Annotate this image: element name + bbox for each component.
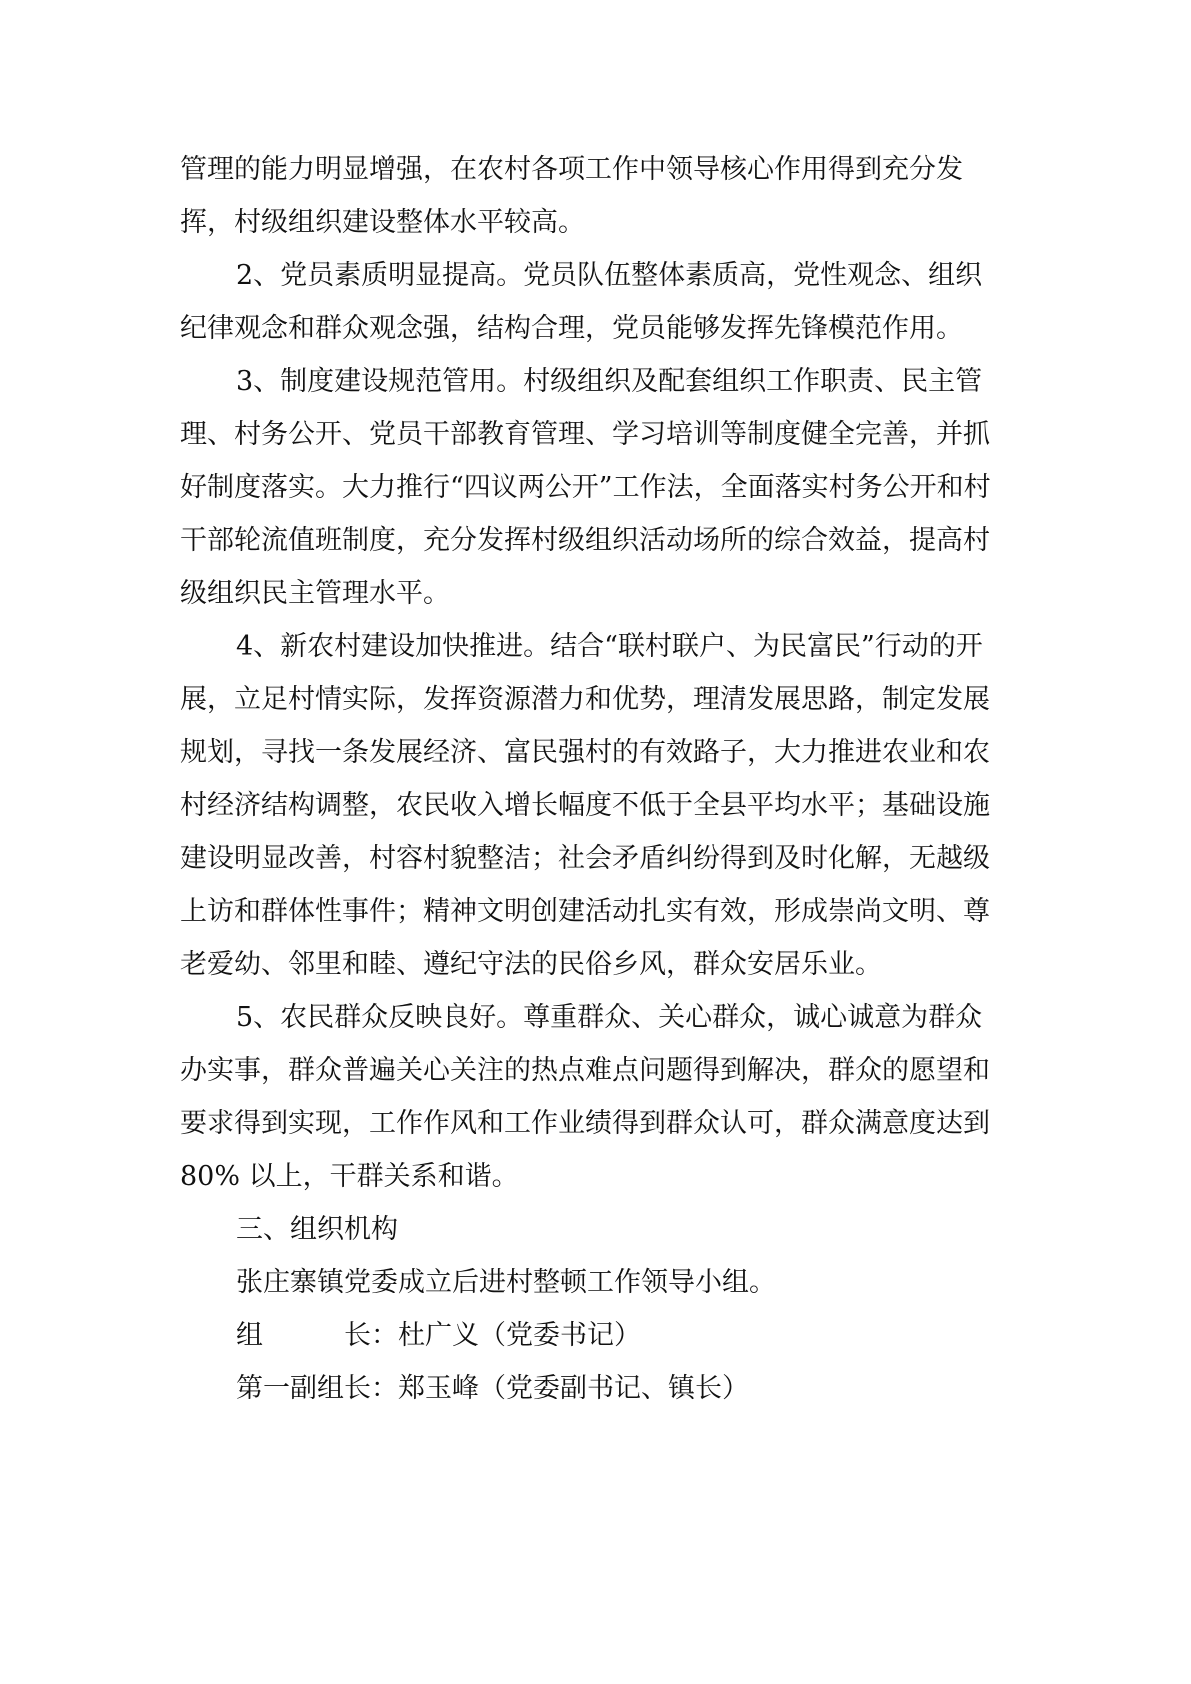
leader-line: 组 长：杜广义（党委书记） [236, 1320, 641, 1351]
section-heading: 三、组织机构 [236, 1214, 398, 1245]
text-line: 级组织民主管理水平。 [180, 578, 450, 609]
deputy-leader-line: 第一副组长：郑玉峰（党委副书记、镇长） [236, 1373, 749, 1404]
text-line: 3、制度建设规范管用。村级组织及配套组织工作职责、民主管 [236, 366, 983, 397]
text-line: 建设明显改善，村容村貌整洁；社会矛盾纠纷得到及时化解，无越级 [180, 843, 990, 874]
text-line: 要求得到实现，工作作风和工作业绩得到群众认可，群众满意度达到 [180, 1108, 990, 1139]
text-line: 村经济结构调整，农民收入增长幅度不低于全县平均水平；基础设施 [180, 790, 990, 821]
text-line: 80% 以上，干群关系和谐。 [180, 1161, 519, 1192]
text-line: 2、党员素质明显提高。党员队伍整体素质高，党性观念、组织 [236, 260, 983, 291]
text-line: 好制度落实。大力推行“四议两公开”工作法，全面落实村务公开和村 [180, 472, 991, 503]
text-line: 5、农民群众反映良好。尊重群众、关心群众，诚心诚意为群众 [236, 1002, 983, 1033]
text-line: 干部轮流值班制度，充分发挥村级组织活动场所的综合效益，提高村 [180, 525, 990, 556]
text-line: 办实事，群众普遍关心关注的热点难点问题得到解决，群众的愿望和 [180, 1055, 990, 1086]
text-line: 老爱幼、邻里和睦、遵纪守法的民俗乡风，群众安居乐业。 [180, 949, 882, 980]
text-line: 展，立足村情实际，发挥资源潜力和优势，理清发展思路，制定发展 [180, 684, 990, 715]
text-line: 规划，寻找一条发展经济、富民强村的有效路子，大力推进农业和农 [180, 737, 990, 768]
text-line: 张庄寨镇党委成立后进村整顿工作领导小组。 [236, 1267, 776, 1298]
text-line: 理、村务公开、党员干部教育管理、学习培训等制度健全完善，并抓 [180, 419, 990, 450]
text-line: 管理的能力明显增强，在农村各项工作中领导核心作用得到充分发 [180, 154, 963, 185]
text-line: 纪律观念和群众观念强，结构合理，党员能够发挥先锋模范作用。 [180, 313, 963, 344]
text-line: 挥，村级组织建设整体水平较高。 [180, 207, 585, 238]
text-line: 上访和群体性事件；精神文明创建活动扎实有效，形成崇尚文明、尊 [180, 896, 990, 927]
text-line: 4、新农村建设加快推进。结合“联村联户、为民富民”行动的开 [236, 631, 983, 662]
